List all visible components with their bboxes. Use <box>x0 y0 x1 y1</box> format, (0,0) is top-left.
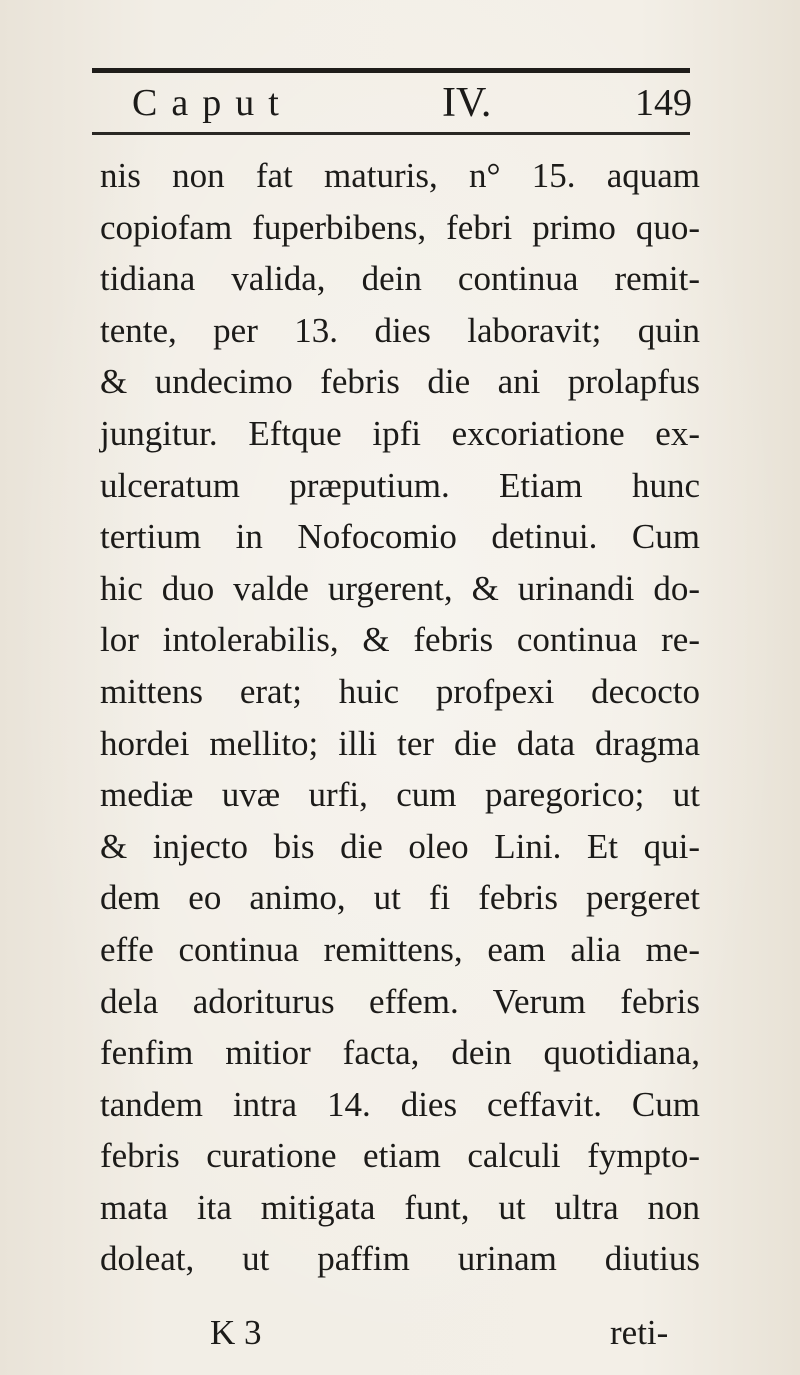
text-line: mittens erat; huic profpexi decocto <box>100 671 700 711</box>
text-line: febris curatione etiam calculi fympto- <box>100 1136 700 1176</box>
text-line: copiofam fuperbibens, febri primo quo- <box>100 207 700 247</box>
text-line: tidiana valida, dein continua remit- <box>100 259 700 299</box>
text-line: tandem intra 14. dies ceffavit. Cum <box>100 1084 700 1124</box>
signature-mark: K 3 <box>210 1313 262 1352</box>
text-line: mediæ uvæ urfi, cum paregorico; ut <box>100 775 700 815</box>
header-rule-top <box>92 68 690 73</box>
text-line: hic duo valde urgerent, & urinandi do- <box>100 568 700 608</box>
text-line: & undecimo febris die ani prolapfus <box>100 362 700 402</box>
header-rule-bottom <box>92 132 690 135</box>
text-line: dem eo animo, ut fi febris pergeret <box>100 878 700 918</box>
text-line: tente, per 13. dies laboravit; quin <box>100 310 700 350</box>
text-line: hordei mellito; illi ter die data dragma <box>100 723 700 763</box>
catchword: reti- <box>610 1313 669 1352</box>
text-line: jungitur. Eftque ipfi excoriatione ex- <box>100 413 700 453</box>
body-text <box>100 150 700 1285</box>
text-line: & injecto bis die oleo Lini. Et qui- <box>100 826 700 866</box>
running-title: Caput <box>132 82 293 124</box>
text-line: doleat, ut paffim urinam diutius <box>100 1239 700 1279</box>
running-header <box>132 78 692 128</box>
text-line: effe continua remittens, eam alia me- <box>100 929 700 969</box>
text-line: dela adoriturus effem. Verum febris <box>100 981 700 1021</box>
text-line: lor intolerabilis, & febris continua re- <box>100 620 700 660</box>
chapter-number: IV. <box>442 80 492 126</box>
text-line: tertium in Nofocomio detinui. Cum <box>100 517 700 557</box>
text-line: fenfim mitior facta, dein quotidiana, <box>100 1033 700 1073</box>
text-line: ulceratum præputium. Etiam hunc <box>100 465 700 505</box>
text-line: mata ita mitigata funt, ut ultra non <box>100 1187 700 1227</box>
page-number: 149 <box>635 82 692 124</box>
text-line: nis non fat maturis, n° 15. aquam <box>100 156 700 195</box>
